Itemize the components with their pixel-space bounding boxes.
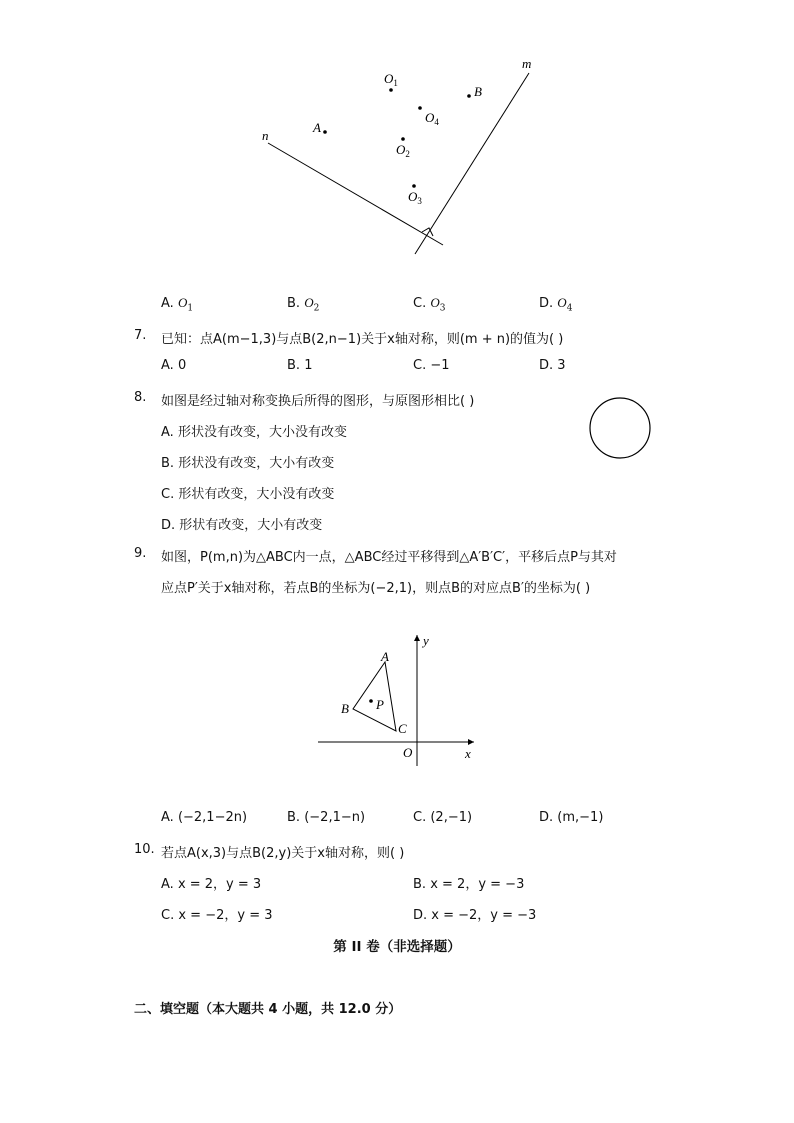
option-letter: A.: [161, 877, 174, 892]
label-o3: $O_3$: [408, 189, 422, 206]
q9-option-c[interactable]: [413, 810, 472, 825]
option-text: O: [557, 295, 567, 310]
triangle-abc: [353, 662, 396, 731]
label-n: n: [262, 128, 269, 143]
q10-option-c[interactable]: [161, 904, 273, 923]
label-a: A: [381, 649, 389, 664]
option-letter: D.: [539, 810, 554, 825]
option-text: 0: [177, 358, 187, 373]
section-heading: 二、填空题（本大题共 4 小题，共 12.0 分）: [134, 1002, 402, 1017]
option-letter: B.: [161, 456, 175, 471]
option-letter: C.: [161, 908, 175, 923]
option-text: x = 2，y = 3: [177, 877, 262, 892]
q9-option-a[interactable]: [161, 810, 247, 825]
q10-number: 10.: [134, 842, 155, 857]
q6-option-c[interactable]: [413, 295, 445, 314]
point-o4: [418, 106, 422, 110]
option-text: 1: [304, 358, 313, 373]
q8-option-d[interactable]: [161, 514, 322, 533]
option-text: 形状没有改变，大小有改变: [178, 456, 335, 471]
q7-option-c[interactable]: [413, 358, 450, 373]
point-a: [323, 130, 327, 134]
q7-option-a[interactable]: [161, 358, 186, 373]
label-o1: $O_1$: [384, 71, 398, 88]
q8-option-c[interactable]: [161, 483, 334, 502]
option-letter: B.: [413, 877, 427, 892]
point-o1: [389, 88, 393, 92]
label-o4: $O_4$: [425, 110, 439, 127]
option-letter: D.: [161, 518, 176, 533]
q7-option-b[interactable]: [287, 358, 312, 373]
q8-option-b[interactable]: [161, 452, 334, 471]
point-o3: [412, 184, 416, 188]
q10-stem: 若点A(x,3)与点B(2,y)关于x轴对称，则( ): [161, 846, 405, 861]
option-sub: 2: [313, 303, 320, 314]
section-title: 第 II 卷（非选择题）: [333, 939, 461, 955]
option-letter: A.: [161, 296, 174, 311]
label-c: C: [398, 721, 407, 736]
option-text: x = −2，y = −3: [431, 908, 537, 923]
option-text: −1: [430, 358, 450, 373]
option-text: 形状有改变，大小有改变: [179, 518, 323, 533]
q8-stem: 如图是经过轴对称变换后所得的图形，与原图形相比( ): [161, 394, 475, 409]
q6-figure: [250, 55, 550, 265]
label-x: x: [465, 746, 471, 761]
option-letter: D.: [539, 358, 554, 373]
q10-option-d[interactable]: [413, 904, 536, 923]
point-b: [467, 94, 471, 98]
q9-stem-line2: 应点P′关于x轴对称，若点B的坐标为(−2,1)，则点B的对应点B′的坐标为( ): [161, 581, 591, 596]
q6-option-a[interactable]: [161, 295, 193, 314]
option-letter: B.: [287, 358, 301, 373]
q6-option-b[interactable]: [287, 295, 319, 314]
q10-option-b[interactable]: [413, 873, 524, 892]
label-o: O: [403, 745, 413, 760]
q9-option-b[interactable]: [287, 810, 365, 825]
option-text: x = 2，y = −3: [430, 877, 525, 892]
option-text: (−2,1−n): [304, 810, 366, 825]
option-text: 3: [557, 358, 566, 373]
q8-circle-figure: [586, 396, 654, 462]
option-text: O: [177, 295, 188, 310]
option-sub: 4: [566, 303, 573, 314]
option-letter: C.: [413, 358, 427, 373]
point-o2: [401, 137, 405, 141]
point-p: [369, 699, 373, 703]
line-m: [415, 73, 529, 254]
option-letter: D.: [539, 296, 554, 311]
label-y: y: [423, 633, 429, 648]
option-text: 形状没有改变，大小没有改变: [177, 425, 347, 440]
label-a: A: [313, 120, 321, 135]
option-letter: C.: [413, 810, 427, 825]
option-text: x = −2，y = 3: [178, 908, 273, 923]
circle-shape: [590, 398, 650, 458]
q6-option-d[interactable]: [539, 295, 572, 314]
q8-option-a[interactable]: [161, 421, 347, 440]
option-text: (2,−1): [430, 810, 473, 825]
q9-figure: [310, 625, 490, 775]
q9-option-d[interactable]: [539, 810, 603, 825]
option-text: O: [304, 295, 314, 310]
option-letter: B.: [287, 296, 301, 311]
option-letter: A.: [161, 425, 174, 440]
option-text: O: [430, 295, 440, 310]
label-o2: $O_2$: [396, 142, 410, 159]
label-m: m: [522, 56, 532, 71]
q9-stem-line1: 如图，P(m,n)为△ABC内一点，△ABC经过平移得到△A′B′C′，平移后点P与其对: [161, 550, 617, 565]
option-sub: 3: [439, 303, 446, 314]
option-letter: C.: [413, 296, 427, 311]
option-letter: D.: [413, 908, 428, 923]
option-text: (m,−1): [557, 810, 604, 825]
label-p: P: [376, 697, 384, 712]
q7-number: 7.: [134, 328, 147, 343]
option-letter: C.: [161, 487, 175, 502]
option-sub: 1: [187, 303, 194, 314]
option-text: (−2,1−2n): [177, 810, 248, 825]
label-b: B: [474, 84, 482, 99]
q9-number: 9.: [134, 546, 147, 561]
q7-stem: 已知：点A(m−1,3)与点B(2,n−1)关于x轴对称，则(m + n)的值为( ): [161, 332, 564, 347]
option-letter: B.: [287, 810, 301, 825]
option-letter: A.: [161, 810, 174, 825]
q7-option-d[interactable]: [539, 358, 566, 373]
option-letter: A.: [161, 358, 174, 373]
q8-number: 8.: [134, 390, 147, 405]
option-text: 形状有改变，大小没有改变: [178, 487, 335, 502]
label-b: B: [341, 701, 349, 716]
q10-option-a[interactable]: [161, 873, 261, 892]
